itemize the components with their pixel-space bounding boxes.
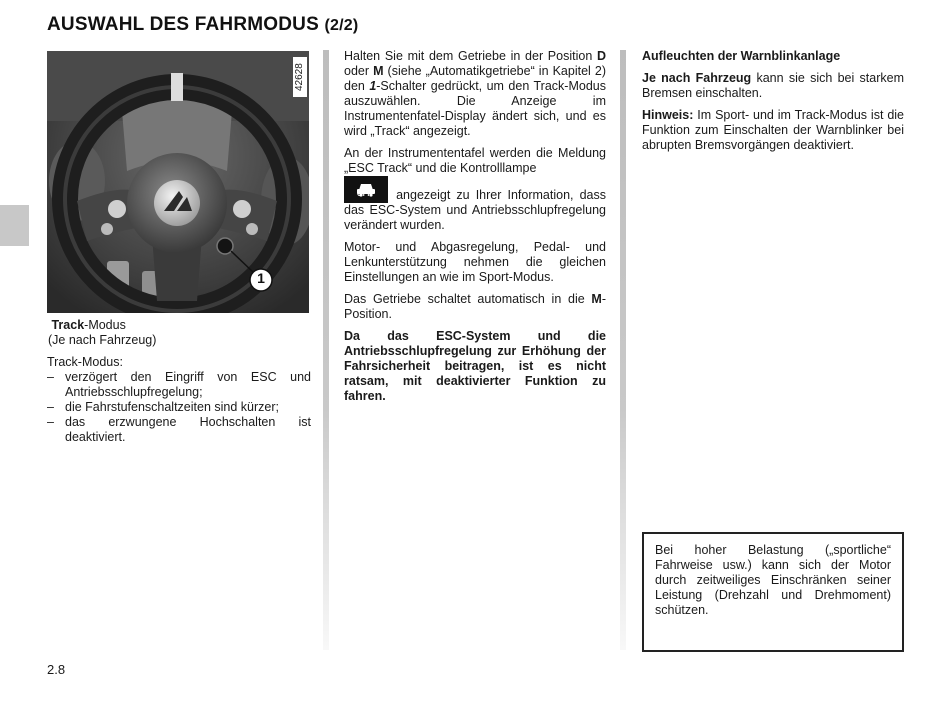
chapter-tab — [0, 205, 29, 246]
caption-line-2: (Je nach Fahrzeug) — [48, 333, 157, 347]
figure-reference-number: 42628 — [293, 57, 307, 97]
track-mode-list — [47, 370, 311, 445]
column-separator-1 — [323, 50, 329, 650]
column-3-text — [642, 49, 904, 160]
engine-protection-note: Bei hoher Belastung („sportliche“ Fahrweise usw.) kann sich der Motor durch zeitweiliges Einschränken seiner Leistung (Drehzahl und Drehmoment) schützen. — [642, 532, 904, 652]
safety-warning: Da das ESC-System und die Antriebsschlupfregelung zur Erhöhung der Fahrsicherheit beitragen, ist es nicht ratsam, mit deaktivierter Funktion zu fahren. — [344, 329, 606, 403]
column-separator-2 — [620, 50, 626, 650]
paragraph-gear: Das Getriebe schaltet automatisch in die M-Position. — [344, 292, 606, 321]
paragraph-hazard-note: Hinweis: Im Sport- und im Track-Modus ist die Funktion zum Einschalten der Warnblinker bei abrupten Bremsvorgängen deaktiviert. — [642, 108, 904, 152]
paragraph-select-track: Halten Sie mit dem Getriebe in der Position D oder M (siehe „Automatikgetriebe“ in Kapitel 2) den 1-Schalter gedrückt, um den Track-Modus auszuwählen. Die Anzeige im Instrumentenfatel-Display ändert sich, und es wird „Track“ angezeigt. — [344, 49, 606, 138]
title-part: (2/2) — [324, 17, 359, 34]
track-mode-intro: Track-Modus: — [47, 355, 123, 369]
list-item: – das erzwungene Hochschalten ist deaktiviert. — [47, 415, 311, 444]
list-item: – verzögert den Eingriff von ESC und Antriebsschlupfregelung; — [47, 370, 311, 399]
column-2-text — [344, 49, 606, 411]
list-item: – die Fahrstufenschaltzeiten sind kürzer; — [47, 400, 279, 414]
column-1-text — [47, 355, 311, 445]
callout-number: 1 — [257, 270, 265, 286]
paragraph-settings: Motor- und Abgasregelung, Pedal- und Lenkunterstützung nehmen die gleichen Einstellungen an wie im Sport-Modus. — [344, 240, 606, 284]
esc-off-warning-lamp-icon: OFF — [344, 176, 388, 203]
page-title — [47, 14, 358, 36]
caption-rest: -Modus — [84, 318, 126, 332]
figure-caption — [48, 318, 310, 348]
paragraph-hazard-1: Je nach Fahrzeug kann sie sich bei starkem Bremsen einschalten. — [642, 71, 904, 100]
page-number: 2.8 — [47, 662, 66, 677]
hazard-lights-heading: Aufleuchten der Warnblinkanlage — [642, 49, 841, 63]
title-text: AUSWAHL DES FAHRMODUS — [47, 14, 319, 35]
caption-bold: Track — [51, 318, 85, 332]
steering-wheel-photo — [47, 51, 309, 313]
paragraph-esc-lamp: An der Instrumententafel werden die Meldung „ESC Track“ und die Kontrolllampe OFF angezeigt zu Ihrer Information, dass das ESC-System und Antriebsschlupfregelung verändert wurden. — [344, 146, 606, 232]
